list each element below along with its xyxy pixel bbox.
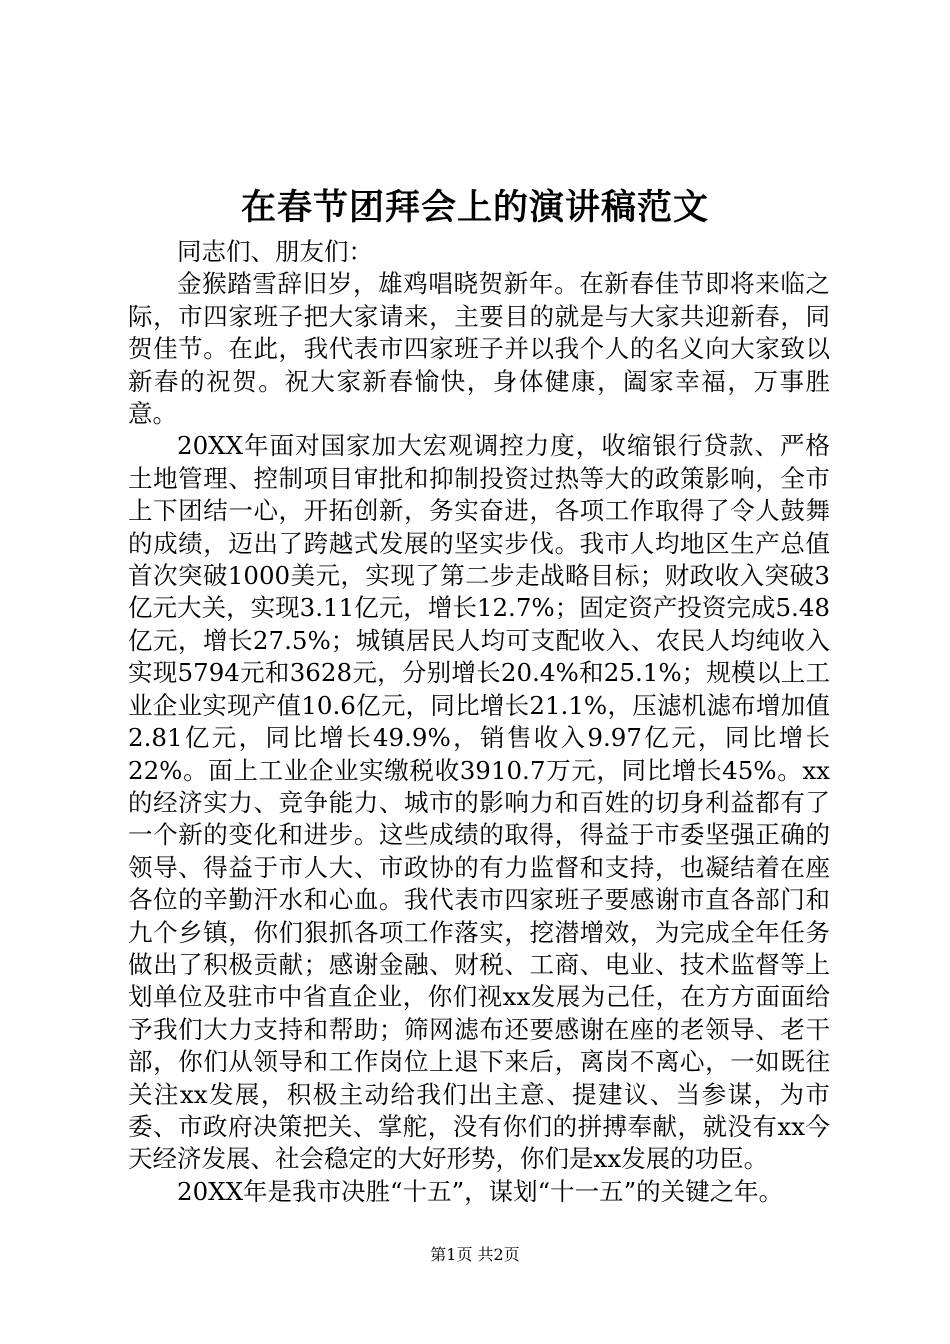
greeting-paragraph: 金猴踏雪辞旧岁，雄鸡唱晓贺新年。在新春佳节即将来临之际，市四家班子把大家请来，主要目的就是与大家共迎新春，同贺佳节。在此，我代表市四家班子并以我个人的名义向大家致以新春的祝贺。祝大家新春愉快，身体健康，阖家幸福，万事胜意。 (128, 269, 830, 429)
closing-paragraph: 20XX年是我市决胜“十五”，谋划“十一五”的关键之年。 (177, 1176, 784, 1206)
page-number-footer: 第1页 共2页 (430, 1245, 520, 1264)
document-title: 在春节团拜会上的演讲稿范文 (240, 187, 709, 228)
achievements-paragraph: 20XX年面对国家加大宏观调控力度，收缩银行贷款、严格土地管理、控制项目审批和抑制投资过热等大的政策影响，全市上下团结一心，开拓创新，务实奋进，各项工作取得了令人鼓舞的成绩，迈出了跨越式发展的坚实步伐。我市人均地区生产总值首次突破1000美元，实现了第二步走战略目标；财政收入突破3亿元大关，实现3.11亿元，增长12.7%；固定资产投资完成5.48亿元，增长27.5%；城镇居民人均可支配收入、农民人均纯收入实现5794元和3628元，分别增长20.4%和25.1%；规模以上工业企业实现产值10.6亿元，同比增长21.1%，压滤机滤布增加值2.81亿元，同比增长49.9%，销售收入9.97亿元，同比增长22%。面上工业企业实缴税收3910.7万元，同比增长45%。xx的经济实力、竞争能力、城市的影响力和百姓的切身利益都有了一个新的变化和进步。这些成绩的取得，得益于市委坚强正确的领导、得益于市人大、市政协的有力监督和支持，也凝结着在座各位的辛勤汗水和心血。我代表市四家班子要感谢市直各部门和九个乡镇，你们狠抓各项工作落实，挖潜增效，为完成全年任务做出了积极贡献；感谢金融、财税、工商、电业、技术监督等上划单位及驻市中省直企业，你们视xx发展为己任，在方方面面给予我们大力支持和帮助；筛网滤布还要感谢在座的老领导、老干部，你们从领导和工作岗位上退下来后，离岗不离心，一如既往关注xx发展，积极主动给我们出主意、提建议、当参谋，为市委、市政府决策把关、掌舵，没有你们的拼搏奉献，就没有xx今天经济发展、社会稳定的大好形势，你们是xx发展的功臣。 (128, 431, 830, 1174)
document-body (128, 236, 830, 1208)
salutation-paragraph: 同志们、朋友们： (177, 237, 373, 266)
